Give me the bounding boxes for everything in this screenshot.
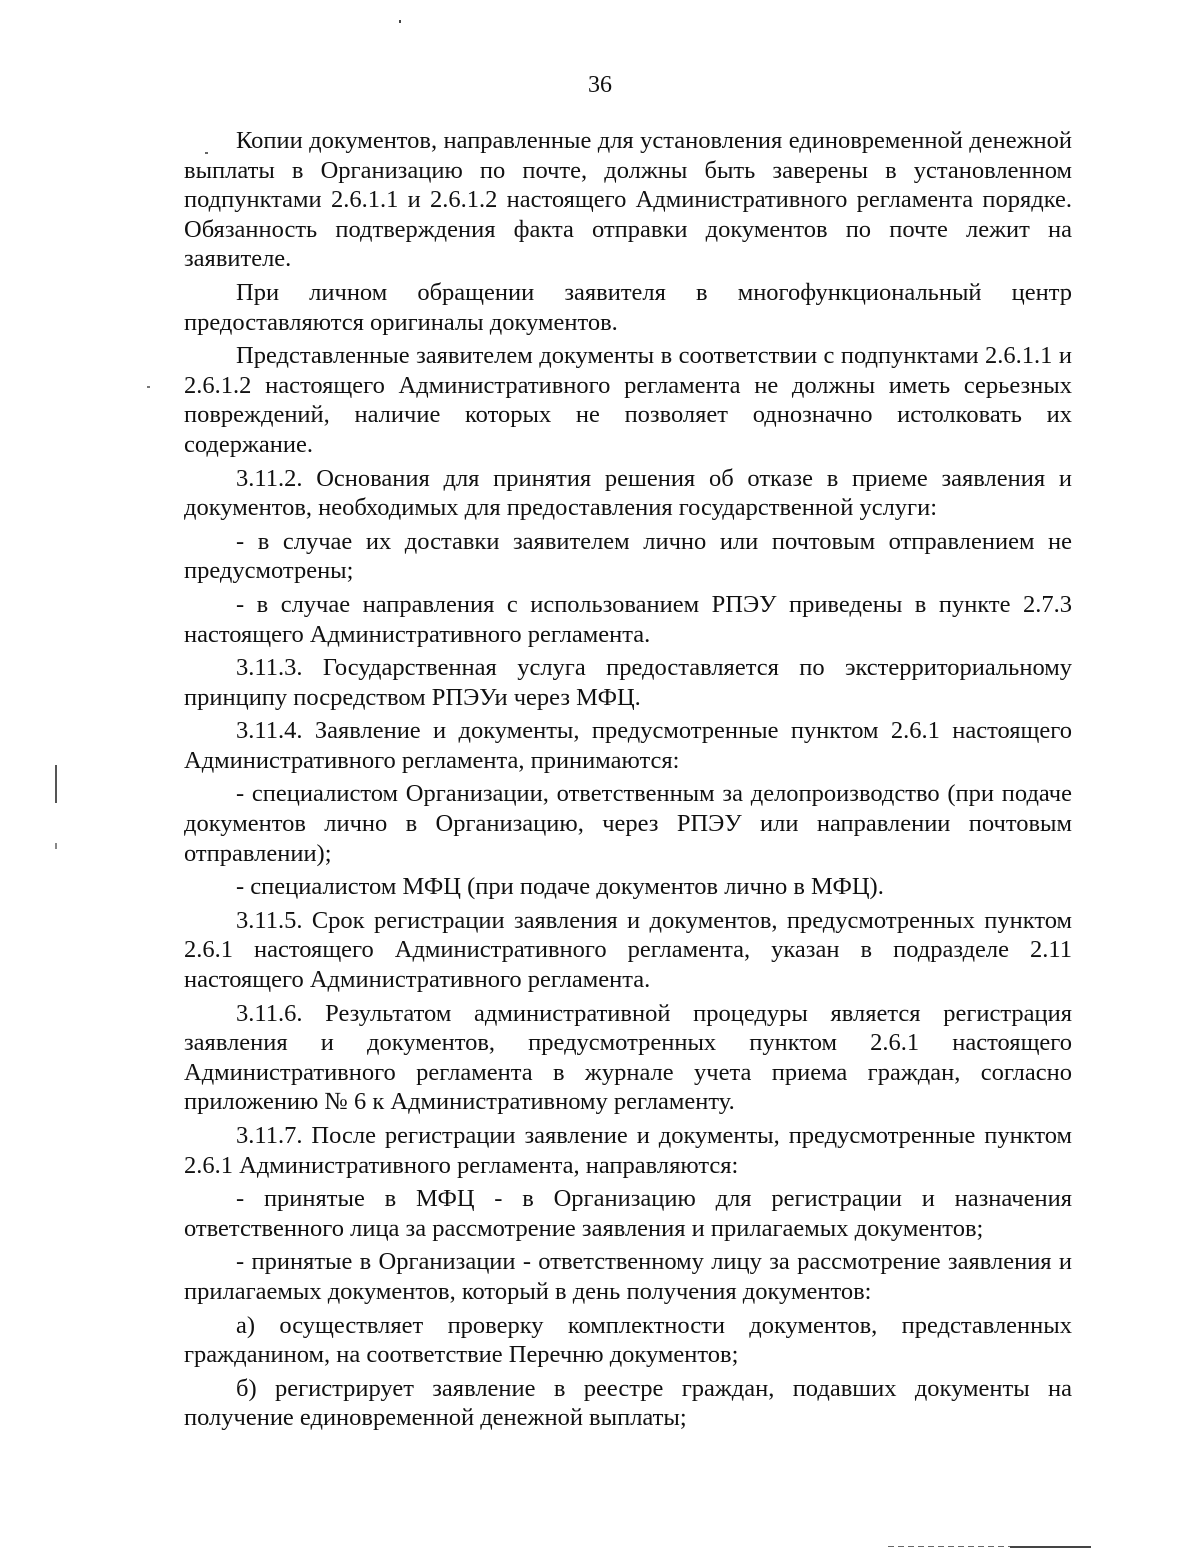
paragraph: 3.11.5. Срок регистрации заявления и документов, предусмотренных пунктом 2.6.1 настоящего Административного регламента, указан в подразделе 2.11 настоящего Административного регламента. [184,906,1072,994]
page-number: 36 [588,72,612,98]
paragraph: 3.11.2. Основания для принятия решения об отказе в приеме заявления и документов, необходимых для предоставления государственной услуги: [184,464,1072,522]
paragraph: 3.11.3. Государственная услуга предоставляется по экстерриториальному принципу посредством РПЭУи через МФЦ. [184,654,1072,711]
paragraph: 3.11.4. Заявление и документы, предусмотренные пунктом 2.6.1 настоящего Административного регламента, принимаются: [184,717,1072,774]
list-item: - специалистом МФЦ (при подаче документов лично в МФЦ). [236,873,884,901]
scan-artifact-line [1010,1546,1091,1548]
list-item: б) регистрирует заявление в реестре граждан, подавших документы на получение единовременной денежной выплаты; [184,1374,1072,1432]
document-body [184,126,1072,1437]
scan-artifact-mark [55,843,57,849]
paragraph: При личном обращении заявителя в многофункциональный центр предоставляются оригиналы документов. [184,278,1072,336]
paragraph: 3.11.7. После регистрации заявление и документы, предусмотренные пунктом 2.6.1 Административного регламента, направляются: [184,1122,1072,1179]
paragraph: Представленные заявителем документы в соответствии с подпунктами 2.6.1.1 и 2.6.1.2 настоящего Административного регламента не должны иметь серьезных повреждений, наличие которых не позволяет однозначно истолковать их содержание. [184,342,1072,458]
list-item: - в случае их доставки заявителем лично или почтовым отправлением не предусмотрены; [184,527,1072,585]
list-item: - специалистом Организации, ответственным за делопроизводство (при подаче документов лично в Организацию, через РПЭУ или направлении почтовым отправлении); [184,780,1072,867]
scan-artifact-mark [399,20,401,23]
paragraph: 3.11.6. Результатом административной процедуры является регистрация заявления и документов, предусмотренных пунктом 2.6.1 настоящего Административного регламента в журнале учета приема граждан, согласно приложению № 6 к Административному регламенту. [184,999,1072,1116]
scan-artifact-mark [147,386,150,388]
list-item: а) осуществляет проверку комплектности документов, представленных гражданином, на соответствие Перечню документов; [184,1311,1072,1369]
margin-change-bar [55,765,57,803]
list-item: - в случае направления с использованием РПЭУ приведены в пункте 2.7.3 настоящего Административного регламента. [184,590,1072,648]
paragraph: Копии документов, направленные для установления единовременной денежной выплаты в Организацию по почте, должны быть заверены в установленном подпунктами 2.6.1.1 и 2.6.1.2 настоящего Административного регламента порядке. Обязанность подтверждения факта отправки документов по почте лежит на заявителе. [184,127,1072,273]
list-item: - принятые в МФЦ - в Организацию для регистрации и назначения ответственного лица за рассмотрение заявления и прилагаемых документов; [184,1185,1072,1242]
list-item: - принятые в Организации - ответственному лицу за рассмотрение заявления и прилагаемых документов, который в день получения документов: [184,1248,1072,1305]
